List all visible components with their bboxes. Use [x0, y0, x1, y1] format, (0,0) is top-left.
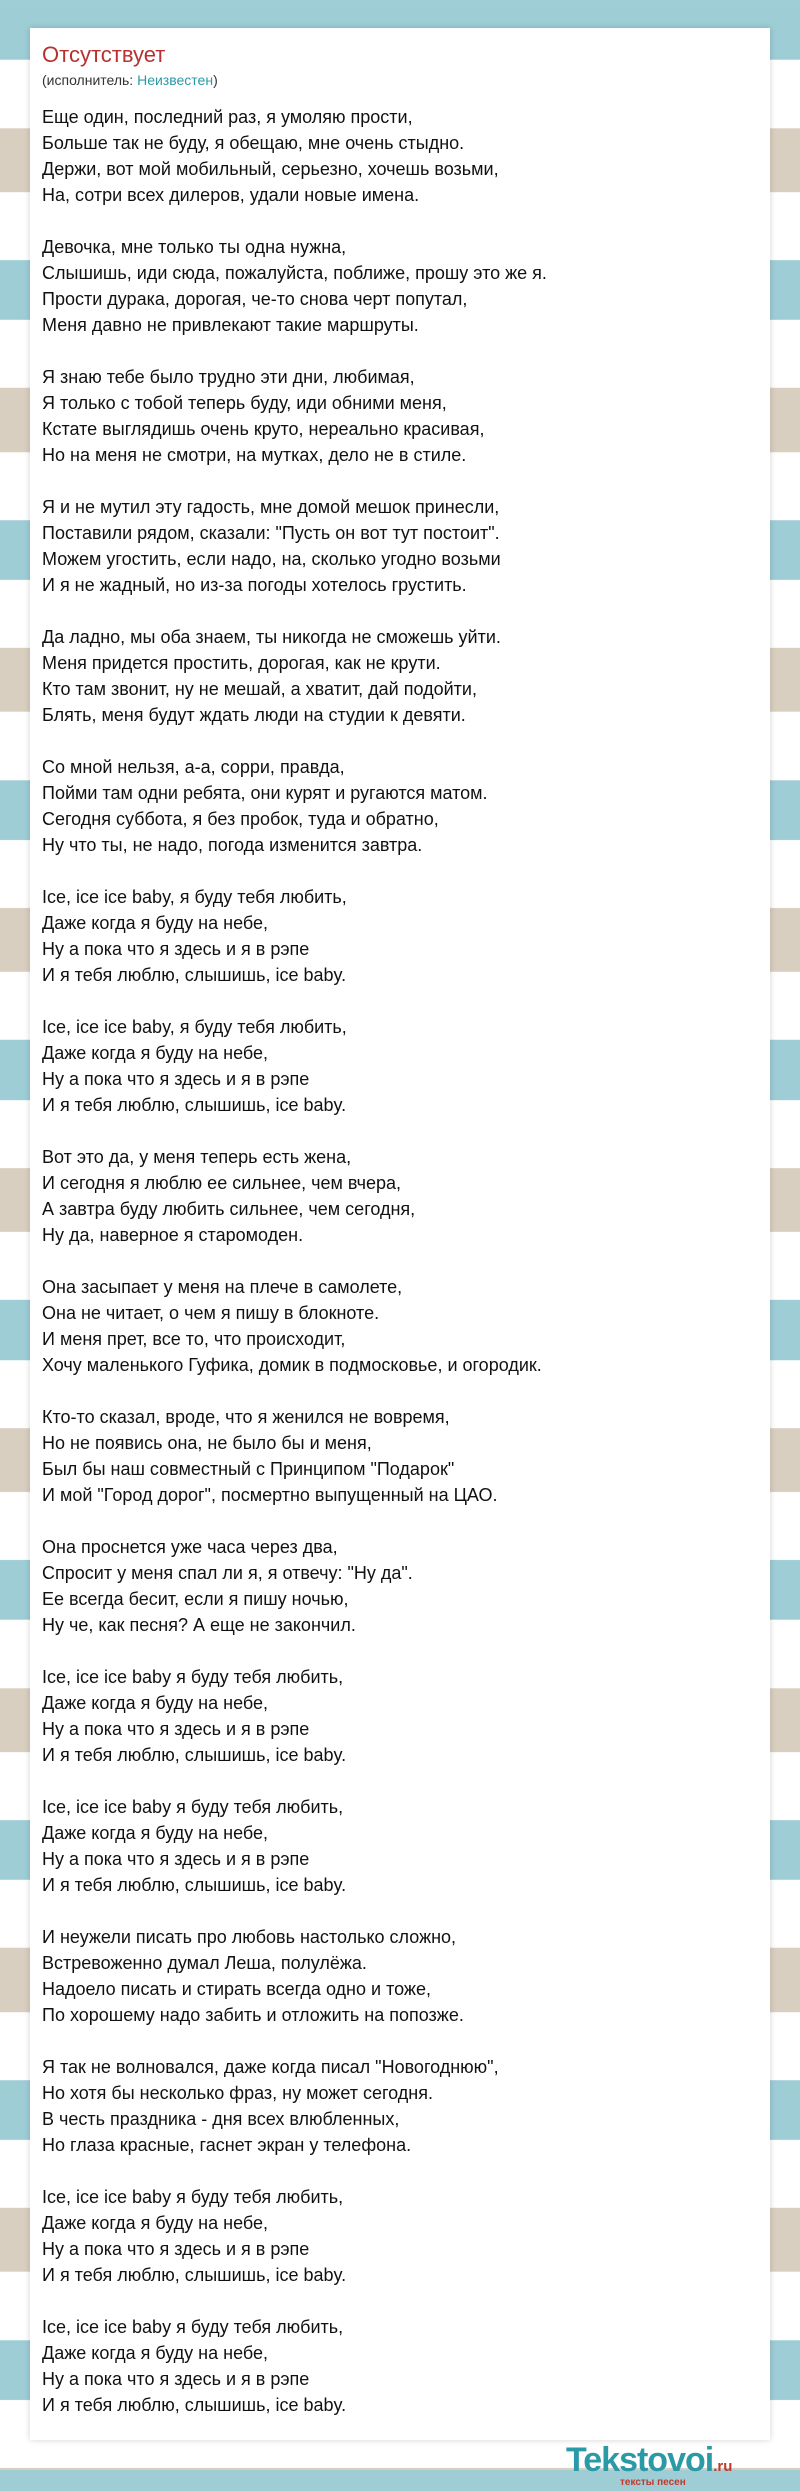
stanza — [42, 1664, 762, 1768]
lyric-line: Даже когда я буду на небе, — [42, 2213, 269, 2233]
lyric-line: Спросит у меня спал ли я, я отвечу: "Ну да". — [42, 1563, 413, 1583]
lyric-line: Ice, ice ice baby, я буду тебя любить, — [42, 1017, 347, 1037]
lyric-line: Ну а пока что я здесь и я в рэпе — [42, 939, 310, 959]
lyric-line: Поставили рядом, сказали: "Пусть он вот тут постоит". — [42, 523, 500, 543]
lyric-line: Ну а пока что я здесь и я в рэпе — [42, 2369, 310, 2389]
stanza — [42, 2184, 762, 2288]
lyric-line: Меня придется простить, дорогая, как не крути. — [42, 653, 441, 673]
lyric-line: Ну че, как песня? А еще не закончил. — [42, 1615, 356, 1635]
lyric-line: Ice, ice ice baby я буду тебя любить, — [42, 1667, 344, 1687]
lyric-line: И я тебя люблю, слышишь, ice baby. — [42, 2265, 347, 2285]
stanza — [42, 2314, 762, 2418]
logo-main-text: Tekstovoi — [566, 2441, 714, 2479]
lyric-line: Но не появись она, не было бы и меня, — [42, 1433, 372, 1453]
lyric-line: Надоело писать и стирать всегда одно и тоже, — [42, 1979, 431, 1999]
lyric-line: Кто-то сказал, вроде, что я женился не вовремя, — [42, 1407, 450, 1427]
lyric-line: Она не читает, о чем я пишу в блокноте. — [42, 1303, 380, 1323]
lyric-line: Ну а пока что я здесь и я в рэпе — [42, 2239, 310, 2259]
stanza — [42, 1924, 762, 2028]
stanza — [42, 624, 762, 728]
lyric-line: Даже когда я буду на небе, — [42, 913, 269, 933]
lyric-line: В честь праздника - дня всех влюбленных, — [42, 2109, 400, 2129]
lyric-line: Блять, меня будут ждать люди на студии к девяти. — [42, 705, 466, 725]
lyric-line: Она засыпает у меня на плече в самолете, — [42, 1277, 403, 1297]
lyric-line: Ну а пока что я здесь и я в рэпе — [42, 1069, 310, 1089]
stanza — [42, 1534, 762, 1638]
lyric-line: По хорошему надо забить и отложить на попозже. — [42, 2005, 464, 2025]
lyric-line: Вот это да, у меня теперь есть жена, — [42, 1147, 352, 1167]
lyric-line: Был бы наш совместный с Принципом "Подарок" — [42, 1459, 455, 1479]
stanza — [42, 104, 762, 208]
lyric-line: Со мной нельзя, а-а, сорри, правда, — [42, 757, 345, 777]
lyric-line: Ну да, наверное я старомоден. — [42, 1225, 304, 1245]
lyric-line: Кстате выглядишь очень круто, нереально красивая, — [42, 419, 485, 439]
logo-tagline: тексты песен — [620, 2477, 686, 2488]
performer-suffix: ) — [213, 72, 218, 88]
lyric-line: И сегодня я люблю ее сильнее, чем вчера, — [42, 1173, 402, 1193]
lyric-line: И я тебя люблю, слышишь, ice baby. — [42, 1745, 347, 1765]
lyric-line: Ice, ice ice baby я буду тебя любить, — [42, 2317, 344, 2337]
lyric-line: Прости дурака, дорогая, че-то снова черт попутал, — [42, 289, 468, 309]
performer-line — [42, 71, 218, 89]
lyric-line: И мой "Город дорог", посмертно выпущенный на ЦАО. — [42, 1485, 498, 1505]
lyric-line: Ice, ice ice baby я буду тебя любить, — [42, 2187, 344, 2207]
lyric-line: Слышишь, иди сюда, пожалуйста, поближе, прошу это же я. — [42, 263, 547, 283]
stanza — [42, 364, 762, 468]
lyric-line: Я так не волновался, даже когда писал "Новогоднюю", — [42, 2057, 499, 2077]
stanza — [42, 2054, 762, 2158]
stanza — [42, 1794, 762, 1898]
stanza — [42, 1274, 762, 1378]
lyric-line: Она проснется уже часа через два, — [42, 1537, 338, 1557]
lyric-line: Даже когда я буду на небе, — [42, 1693, 269, 1713]
lyric-line: Ну а пока что я здесь и я в рэпе — [42, 1719, 310, 1739]
stanza — [42, 1144, 762, 1248]
lyric-line: Я знаю тебе было трудно эти дни, любимая, — [42, 367, 415, 387]
lyric-line: Но глаза красные, гаснет экран у телефона. — [42, 2135, 412, 2155]
lyric-line: Девочка, мне только ты одна нужна, — [42, 237, 347, 257]
lyric-line: Даже когда я буду на небе, — [42, 1043, 269, 1063]
stanza — [42, 1404, 762, 1508]
artist-link[interactable]: Неизвестен — [137, 72, 214, 88]
stanza — [42, 494, 762, 598]
stanza — [42, 884, 762, 988]
lyric-line: Но хотя бы несколько фраз, ну может сегодня. — [42, 2083, 433, 2103]
lyric-line: Но на меня не смотри, на мутках, дело не в стиле. — [42, 445, 467, 465]
lyric-line: И я тебя люблю, слышишь, ice baby. — [42, 1095, 347, 1115]
song-title: Отсутствует — [42, 42, 166, 67]
lyric-line: Даже когда я буду на небе, — [42, 2343, 269, 2363]
lyric-line: Сегодня суббота, я без пробок, туда и обратно, — [42, 809, 439, 829]
lyric-line: Да ладно, мы оба знаем, ты никогда не сможешь уйти. — [42, 627, 501, 647]
lyric-line: На, сотри всех дилеров, удали новые имена. — [42, 185, 420, 205]
lyric-line: Кто там звонит, ну не мешай, а хватит, дай подойти, — [42, 679, 477, 699]
lyric-line: Меня давно не привлекают такие маршруты. — [42, 315, 419, 335]
lyric-line: Ice, ice ice baby я буду тебя любить, — [42, 1797, 344, 1817]
lyric-line: А завтра буду любить сильнее, чем сегодня, — [42, 1199, 416, 1219]
lyric-line: И я не жадный, но из-за погоды хотелось грустить. — [42, 575, 467, 595]
lyric-line: Ice, ice ice baby, я буду тебя любить, — [42, 887, 347, 907]
lyric-line: Встревоженно думал Леша, полулёжа. — [42, 1953, 367, 1973]
logo-domain-suffix: .ru — [713, 2458, 733, 2475]
lyric-line: Ну что ты, не надо, погода изменится завтра. — [42, 835, 423, 855]
lyrics-body — [42, 104, 762, 2444]
lyric-line: Ну а пока что я здесь и я в рэпе — [42, 1849, 310, 1869]
lyric-line: И неужели писать про любовь настолько сложно, — [42, 1927, 457, 1947]
site-logo[interactable] — [566, 2441, 786, 2491]
lyric-line: Еще один, последний раз, я умоляю прости, — [42, 107, 413, 127]
stanza — [42, 234, 762, 338]
performer-prefix: (исполнитель: — [42, 72, 138, 88]
lyric-line: И я тебя люблю, слышишь, ice baby. — [42, 1875, 347, 1895]
stanza — [42, 754, 762, 858]
lyric-line: Держи, вот мой мобильный, серьезно, хочешь возьми, — [42, 159, 499, 179]
lyric-line: Больше так не буду, я обещаю, мне очень стыдно. — [42, 133, 465, 153]
lyric-line: Я только с тобой теперь буду, иди обними меня, — [42, 393, 447, 413]
stanza — [42, 1014, 762, 1118]
lyric-line: И я тебя люблю, слышишь, ice baby. — [42, 2395, 347, 2415]
lyric-line: Даже когда я буду на небе, — [42, 1823, 269, 1843]
lyric-line: И я тебя люблю, слышишь, ice baby. — [42, 965, 347, 985]
lyric-line: Можем угостить, если надо, на, сколько угодно возьми — [42, 549, 501, 569]
lyric-line: Ее всегда бесит, если я пишу ночью, — [42, 1589, 349, 1609]
lyric-line: Я и не мутил эту гадость, мне домой мешок принесли, — [42, 497, 500, 517]
lyric-line: Хочу маленького Гуфика, домик в подмосковье, и огородик. — [42, 1355, 542, 1375]
lyrics-card — [30, 28, 770, 2488]
lyric-line: Пойми там одни ребята, они курят и ругаются матом. — [42, 783, 488, 803]
lyric-line: И меня прет, все то, что происходит, — [42, 1329, 346, 1349]
